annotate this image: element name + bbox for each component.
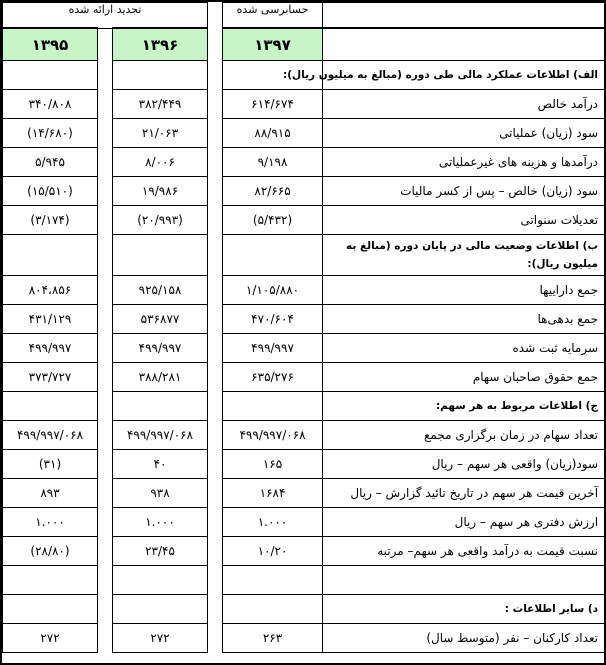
value-1396: ۴۹۹/۹۹۷/۰۶۸ <box>113 421 208 450</box>
section-title-row <box>3 235 605 276</box>
table-row <box>3 148 605 177</box>
value-1396: ۴۹۹/۹۹۷ <box>113 334 208 363</box>
value-1397: ۱/۱۰۵/۸۸۰ <box>223 276 323 305</box>
value-1396: ۵۳۶۸۷۷ <box>113 305 208 334</box>
value-1397: ۴۹۹/۹۹۷ <box>223 334 323 363</box>
row-label: سود(زیان) واقعی هر سهم – ریال <box>323 450 605 479</box>
value-1396: ۸/۰۰۶ <box>113 148 208 177</box>
row-label: درآمدها و هزینه های غیرعملیاتی <box>323 148 605 177</box>
year-1395: ۱۳۹۵ <box>3 28 98 61</box>
row-label: درآمد خالص <box>323 90 605 119</box>
row-label: تعداد کارکنان – نفر (متوسط سال) <box>323 624 605 653</box>
year-1397: ۱۳۹۷ <box>223 28 323 61</box>
section-title: ب) اطلاعات وضعیت مالی در پایان دوره (مبالغ به میلیون ریال): <box>323 235 605 276</box>
restated-header: تجدید ارائه شده <box>3 3 208 29</box>
value-1396: (۲۰/۹۹۳) <box>113 206 208 235</box>
value-1397: (۵/۴۳۲) <box>223 206 323 235</box>
value-1397: ۸۲/۶۶۵ <box>223 177 323 206</box>
table-row <box>3 334 605 363</box>
value-1397: ۴۹۹/۹۹۷/۰۶۸ <box>223 421 323 450</box>
value-1396: ۲۱/۰۶۳ <box>113 119 208 148</box>
value-1395: (۳۱) <box>3 450 98 479</box>
value-1395: ۲۷۲ <box>3 624 98 653</box>
table-row <box>3 276 605 305</box>
value-1396: ۲۷۲ <box>113 624 208 653</box>
value-1397: ۱.۰۰۰ <box>223 508 323 537</box>
table-row <box>3 177 605 206</box>
audited-header: حسابرسی شده <box>223 3 323 29</box>
value-1395: ۴۹۹/۹۹۷/۰۶۸ <box>3 421 98 450</box>
row-label: جمع بدهی‌ها <box>323 305 605 334</box>
value-1397: ۸۸/۹۱۵ <box>223 119 323 148</box>
value-1396: ۹۳۸ <box>113 479 208 508</box>
section-title-row <box>3 392 605 421</box>
table-row <box>3 305 605 334</box>
value-1397: ۱۶۸۴ <box>223 479 323 508</box>
value-1396: ۱.۰۰۰ <box>113 508 208 537</box>
value-1397: ۶۱۴/۶۷۴ <box>223 90 323 119</box>
table-row <box>3 206 605 235</box>
row-label: نسبت قیمت به درآمد واقعی هر سهم– مرتبه <box>323 537 605 566</box>
value-1396: ۱۹/۹۸۶ <box>113 177 208 206</box>
value-1397: ۱۰/۲۰ <box>223 537 323 566</box>
blank-row <box>3 566 605 595</box>
section-title-row <box>3 61 605 90</box>
table-row <box>3 119 605 148</box>
value-1395: ۸۰۴،۸۵۶ <box>3 276 98 305</box>
table-row <box>3 421 605 450</box>
value-1395: (۲۸/۸۰) <box>3 537 98 566</box>
row-label: سود (زیان) خالص – پس از کسر مالیات <box>323 177 605 206</box>
row-label: ارزش دفتری هر سهم – ریال <box>323 508 605 537</box>
value-1396: ۲۳/۴۵ <box>113 537 208 566</box>
row-label: تعدیلات سنواتی <box>323 206 605 235</box>
value-1397: ۲۶۳ <box>223 624 323 653</box>
section-title: د) سایر اطلاعات : <box>323 595 605 624</box>
value-1395: ۴۹۹/۹۹۷ <box>3 334 98 363</box>
value-1397: ۶۳۵/۲۷۶ <box>223 363 323 392</box>
value-1396: ۹۲۵/۱۵۸ <box>113 276 208 305</box>
value-1395: ۳۴۰/۸۰۸ <box>3 90 98 119</box>
row-label: سود (زیان) عملیاتی <box>323 119 605 148</box>
table-row <box>3 450 605 479</box>
value-1395: ۵/۹۴۵ <box>3 148 98 177</box>
financial-summary-table <box>2 2 605 653</box>
row-label: آخرین قیمت هر سهم در تاریخ تائید گزارش – ریال <box>323 479 605 508</box>
table-row <box>3 624 605 653</box>
value-1395: ۳۷۳/۷۲۷ <box>3 363 98 392</box>
row-label: تعداد سهام در زمان برگزاری مجمع <box>323 421 605 450</box>
value-1395: (۱۵/۵۱۰) <box>3 177 98 206</box>
value-1395: (۱۴/۶۸۰) <box>3 119 98 148</box>
value-1395: ۸۹۳ <box>3 479 98 508</box>
table-row <box>3 479 605 508</box>
table-row <box>3 363 605 392</box>
table-row <box>3 508 605 537</box>
table-row <box>3 90 605 119</box>
value-1397: ۴۷۰/۶۰۴ <box>223 305 323 334</box>
value-1396: ۳۸۲/۴۴۹ <box>113 90 208 119</box>
value-1395: ۱.۰۰۰ <box>3 508 98 537</box>
section-title: الف) اطلاعات عملکرد مالی طی دوره (مبالغ به میلیون ریال): <box>323 61 605 90</box>
value-1397: ۱۶۵ <box>223 450 323 479</box>
value-1397: ۹/۱۹۸ <box>223 148 323 177</box>
value-1395: ۴۳۱/۱۲۹ <box>3 305 98 334</box>
value-1396: ۳۸۸/۲۸۱ <box>113 363 208 392</box>
row-label: جمع حقوق صاحبان سهام <box>323 363 605 392</box>
value-1395: (۳/۱۷۴) <box>3 206 98 235</box>
row-label: جمع داراییها <box>323 276 605 305</box>
row-label: سرمایه ثبت شده <box>323 334 605 363</box>
section-title-row <box>3 595 605 624</box>
value-1396: ۴۰ <box>113 450 208 479</box>
year-1396: ۱۳۹۶ <box>113 28 208 61</box>
section-title: ج) اطلاعات مربوط به هر سهم: <box>323 392 605 421</box>
table-row <box>3 537 605 566</box>
